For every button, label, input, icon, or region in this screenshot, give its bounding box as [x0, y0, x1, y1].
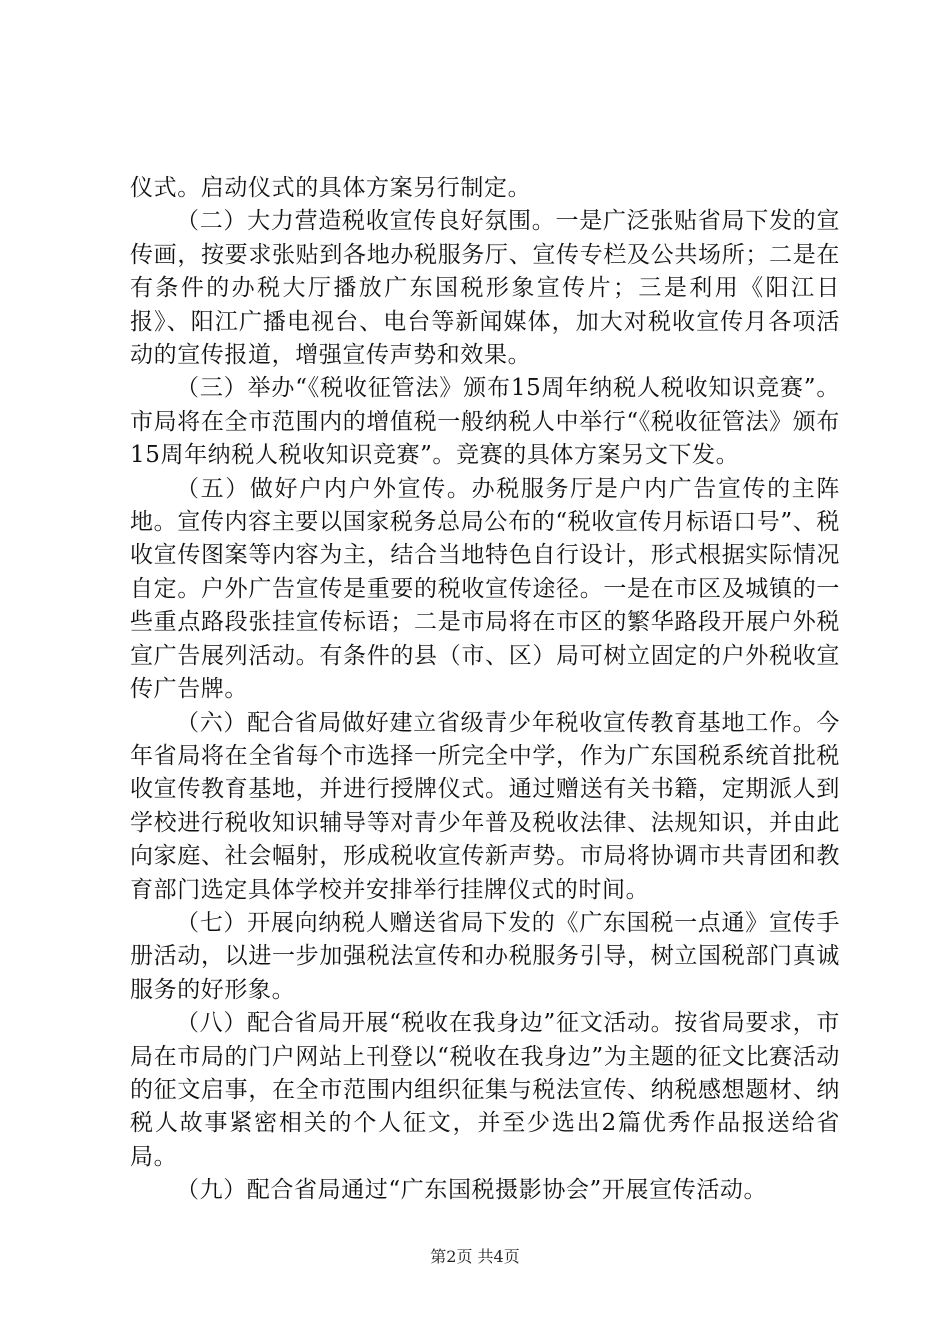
paragraph-continuation: 仪式。启动仪式的具体方案另行制定。 [130, 175, 532, 201]
paragraph-section-5: （五）做好户内户外宣传。办税服务厅是户内广告宣传的主阵地。宣传内容主要以国家税务总局公布的“税收宣传月标语口号”、税收宣传图案等内容为主，结合当地特色自行设计，形式根据实际情况自定。户外广告宣传是重要的税收宣传途径。一是在市区及城镇的一些重点路段张挂宣传标语；二是市局将在市区的繁华路段开展户外税宣广告展列活动。有条件的县（市、区）局可树立固定的户外税收宣传广告牌。 [130, 475, 840, 703]
paragraph-section-2: （二）大力营造税收宣传良好氛围。一是广泛张贴省局下发的宣传画，按要求张贴到各地办税服务厅、宣传专栏及公共场所；二是在有条件的办税大厅播放广东国税形象宣传片；三是利用《阳江日报》、阳江广播电视台、电台等新闻媒体，加大对税收宣传月各项活动的宣传报道，增强宣传声势和效果。 [130, 208, 840, 369]
page-number-footer: 第2页 共4页 [430, 1247, 520, 1266]
paragraph-section-6: （六）配合省局做好建立省级青少年税收宣传教育基地工作。今年省局将在全省每个市选择一所完全中学，作为广东国税系统首批税收宣传教育基地，并进行授牌仪式。通过赠送有关书籍，定期派人到学校进行税收知识辅导等对青少年普及税收法律、法规知识，并由此向家庭、社会幅射，形成税收宣传新声势。市局将协调市共青团和教育部门选定具体学校并安排举行挂牌仪式的时间。 [130, 709, 840, 903]
document-body [130, 172, 840, 1208]
paragraph-section-9: （九）配合省局通过“广东国税摄影协会”开展宣传活动。 [176, 1177, 768, 1204]
paragraph-section-8: （八）配合省局开展“税收在我身边”征文活动。按省局要求，市局在市局的门户网站上刊登以“税收在我身边”为主题的征文比赛活动的征文启事，在全市范围内组织征集与税法宣传、纳税感想题材、纳税人故事紧密相关的个人征文，并至少选出2篇优秀作品报送给省局。 [130, 1010, 840, 1170]
paragraph-section-3: （三）举办“《税收征管法》颁布15周年纳税人税收知识竞赛”。市局将在全市范围内的增值税一般纳税人中举行“《税收征管法》颁布15周年纳税人税收知识竞赛”。竞赛的具体方案另文下发。 [130, 375, 840, 469]
paragraph-section-7: （七）开展向纳税人赠送省局下发的《广东国税一点通》宣传手册活动，以进一步加强税法宣传和办税服务引导，树立国税部门真诚服务的好形象。 [130, 909, 840, 1003]
